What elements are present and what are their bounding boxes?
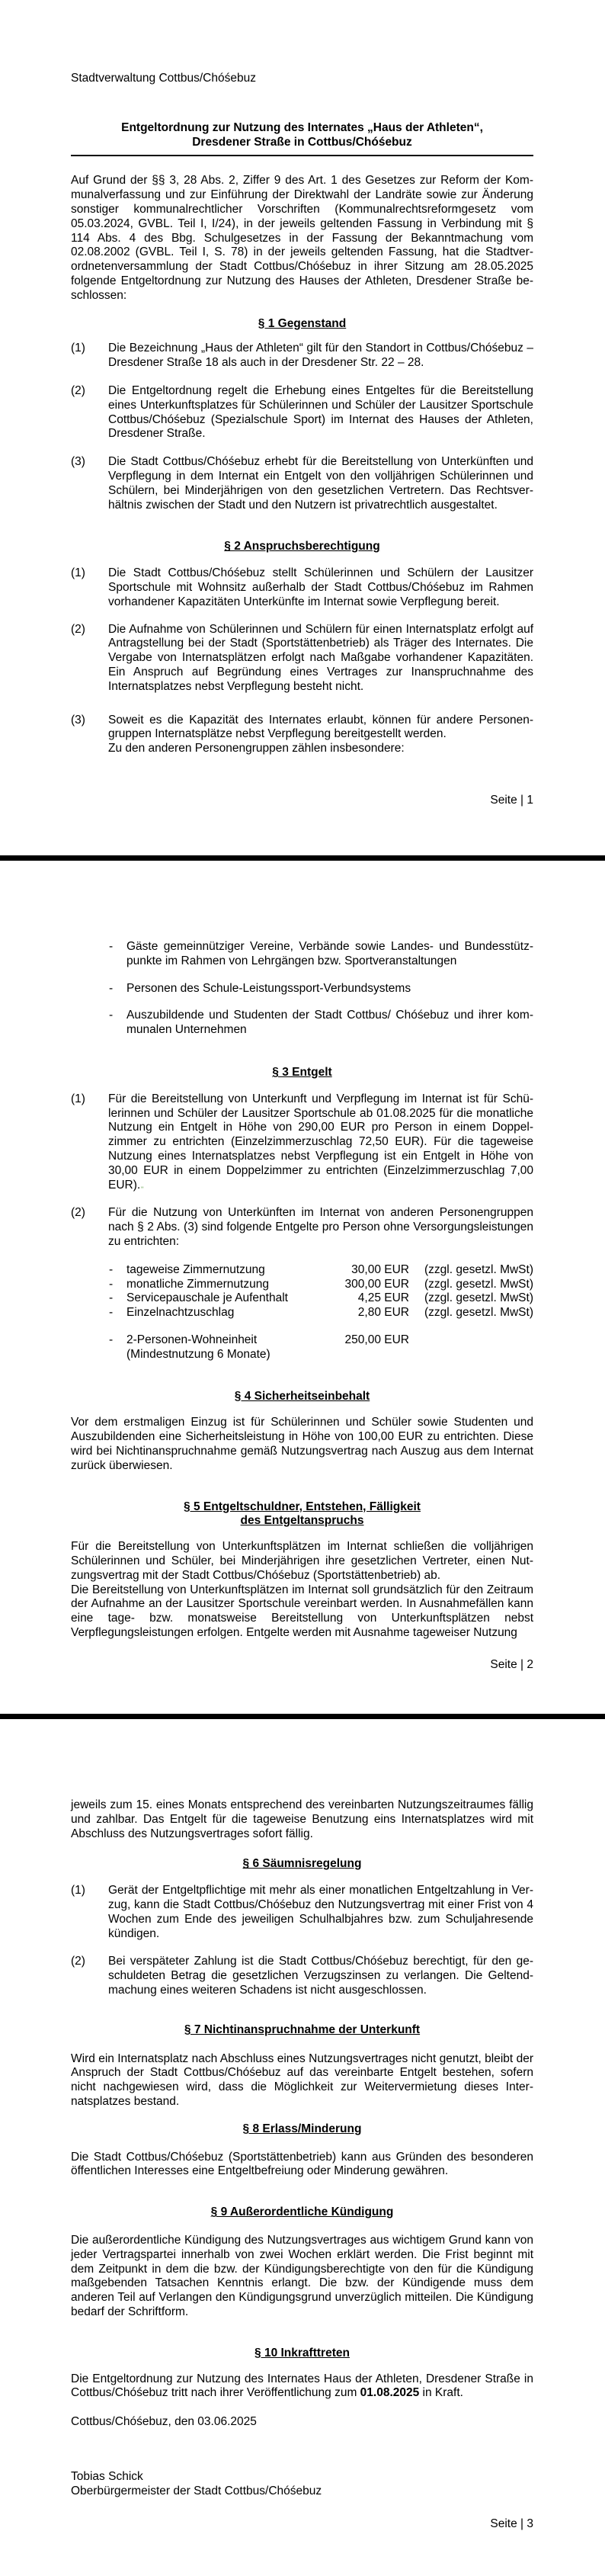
persongroup-bullet-1 (71, 940, 533, 969)
price-label: Servicepauschale je Aufenthalt (126, 1291, 288, 1305)
item-number: (1) (71, 1884, 85, 1898)
item-number: (2) (71, 383, 85, 397)
section-10-text-before: Die Entgeltordnung zur Nutzung des Internates Haus der Athleten, Dresdener Straße in Cottbus/Chóśebuz tritt nach ihrer Veröffentlichung zum (71, 2372, 533, 2400)
section-5-heading-line2: des Entgeltanspruchs (240, 1514, 364, 1528)
section-6-heading-text: § 6 Säumnisregelung (242, 1857, 362, 1871)
price-row-apartment (71, 1333, 533, 1362)
bullet-text: Gäste gemeinnütziger Vereine, Verbände sowie Landes- und Bundesstützpunkte im Rahmen von Lehrgängen bzw. Sportveranstaltungen (126, 940, 533, 967)
section-9-heading-text: § 9 Außerordentliche Kündigung (210, 2205, 394, 2219)
price-amount: 4,25 EUR (357, 1291, 409, 1305)
page-3-footer: Seite | 3 (490, 2517, 533, 2530)
price-label-line1: 2-Personen-Wohneinheit (126, 1333, 258, 1346)
item-number: (1) (71, 1092, 85, 1105)
item-number: (2) (71, 1206, 85, 1220)
section-10-heading-text: § 10 Inkrafttreten (254, 2346, 350, 2359)
bullet-dash: - (109, 1291, 114, 1305)
section-3-heading-text: § 3 Entgelt (272, 1065, 332, 1079)
section-4-paragraph: Vor dem erstmaligen Einzug ist für Schülerinnen und Schüler sowie Studenten und Auszubildenden eine Sicherheitsleistung in Höhe von 100,00 EUR zu entrichten. Diese wird bei Nichtinanspruchnahme gemäß Nutzungsvertrag nach Auszug aus dem Internat zurück überwiesen. (71, 1416, 533, 1472)
item-text: Die Aufnahme von Schülerinnen und Schülern für einen Internatsplatz erfolgt auf Antragstellung bei der Stadt (Sportstättenbetrieb) als Träger des Internates. Die Vergabe von Internatsplätzen erfolgt nach Maßgabe vorhandener Kapazitäten. Ein Anspruch auf Begründung eines Vertrages zur Inanspruchnahme des Internatsplatzes nebst Verpflegung besteht nicht. (108, 622, 533, 693)
place-date-line: Cottbus/Chóśebuz, den 03.06.2025 (71, 2415, 257, 2429)
preamble-paragraph: Auf Grund der §§ 3, 28 Abs. 2, Ziffer 9 des Art. 1 des Gesetzes zur Reform der Kommunalverfassung und zur Einführung der Direktwahl der Landräte sowie zur Änderung sonstiger kommunalrechtlicher Vorschriften (Kommunalrechtsreformgesetz vom 05.03.2024, GVBL. Teil I, I/24), in der jeweils geltenden Fassung in Verbindung mit § 114 Abs. 4 des Bbg. Schulgesetzes in der Fassung der Bekanntmachung vom 02.08.2002 (GVBL. Teil I, S. 78) in der jeweils geltenden Fassung, hat die Stadtverordnetenversammlung der Stadt Cottbus/Chóśebuz in ihrer Sitzung am 28.05.2025 folgende Entgeltordnung zur Nutzung des Hauses der Athleten, Dresdener Straße beschlossen: (71, 174, 533, 302)
document-title-line1: Entgeltordnung zur Nutzung des Internates „Haus der Athleten“, (121, 120, 483, 134)
price-row-singlenight (71, 1306, 533, 1320)
item-text: Gerät der Entgeltpflichtige mit mehr als einer monatlichen Entgeltzahlung in Verzug, kann die Stadt Cottbus/Chóśebuz den Nutzungsvertrag mit einer Frist von 4 Wochen zum Ende des jeweiligen Schulhalbjahres bzw. zum Schuljahresende kündigen. (108, 1884, 533, 1940)
formatting-mark: ₌ (140, 1182, 144, 1190)
bullet-dash: - (109, 981, 114, 995)
section-2-heading (71, 540, 533, 554)
item-text: Die Bezeichnung „Haus der Athleten“ gilt für den Standort in Cottbus/Chóśebuz – Dresdener Straße 18 als auch in der Dresdener Str. 22 – 28. (108, 342, 533, 370)
price-list (71, 1263, 533, 1362)
price-label: monatliche Zimmernutzung (126, 1277, 269, 1291)
price-label: Einzelnachtzuschlag (126, 1306, 235, 1320)
section-1-item-1 (71, 342, 533, 371)
page-separator (0, 1714, 605, 1719)
section-6-heading (71, 1857, 533, 1872)
price-amount: 2,80 EUR (357, 1306, 409, 1320)
section-2-heading-text: § 2 Anspruchsberechtigung (224, 540, 380, 553)
page-3 (0, 1719, 605, 2576)
effective-date: 01.08.2025 (360, 2386, 420, 2400)
section-3-item-1 (71, 1092, 533, 1194)
section-5-paragraph-1: Für die Bereitstellung von Unterkunftsplätzen im Internat schließen die volljährigen Schülerinnen und Schüler, bei Minderjährigen ihre gesetzlichen Vertreter, einen Nutzungsvertrag mit der Stadt Cottbus/Chóśebuz (Sportstättenbetrieb) ab. (71, 1540, 533, 1582)
bullet-text: Personen des Schule-Leistungssport-Verbundsystems (126, 981, 411, 995)
section-4-heading (71, 1390, 533, 1404)
page-2-footer: Seite | 2 (490, 1658, 533, 1671)
page-1-footer: Seite | 1 (490, 794, 533, 807)
section-4-heading-text: § 4 Sicherheitseinbehalt (234, 1389, 370, 1403)
item-text: Die Stadt Cottbus/Chóśebuz erhebt für die Bereitstellung von Unterkünften und Verpflegung in dem Internat ein Entgelt von den volljährigen Schülerinnen und Schülern, bei Minderjährigen von den gesetzlichen Vertretern. Das Rechtsverhältnis zwischen der Stadt und den Nutzern ist privatrechtlich ausgestaltet. (108, 455, 533, 512)
persongroup-bullet-2 (71, 982, 533, 996)
price-row-monthly (71, 1278, 533, 1292)
section-7-heading (71, 2023, 533, 2038)
document-title-line2: Dresdener Straße in Cottbus/Chóśebuz (192, 135, 412, 149)
price-label-line2: (Mindestnutzung 6 Monate) (126, 1347, 270, 1361)
section-8-heading (71, 2122, 533, 2137)
section-10-heading (71, 2347, 533, 2361)
section-8-heading-text: § 8 Erlass/Minderung (242, 2122, 362, 2135)
section-5-heading (71, 1500, 533, 1529)
item-text: Für die Bereitstellung von Unterkunft und Verpflegung im Internat ist für Schülerinnen und Schüler der Lausitzer Sportschule ab 01.08.2025 für die monatliche Nutzung ein Entgelt in Höhe von 290,00 EUR pro Person in einem Doppelzimmer zu entrichten (Einzelzimmerzuschlag 72,50 EUR). Für die tageweise Nutzung eines Internatsplatzes nebst Verpflegung ist ein Entgelt in Höhe von 30,00 EUR in einem Doppelzimmer zu entrichten (Einzelzimmerzuschlag 7,00 EUR). (108, 1092, 533, 1192)
item-text: Die Entgeltordnung regelt die Erhebung eines Entgeltes für die Bereitstellung eines Unterkunftsplatzes für Schülerinnen und Schüler der Lausitzer Sportschule Cottbus/Chóśebuz (Spezialschule Sport) im Internat des Hauses der Athleten, Dresdener Straße. (108, 383, 533, 441)
bullet-dash: - (109, 940, 114, 953)
section-8-paragraph: Die Stadt Cottbus/Chóśebuz (Sportstättenbetrieb) kann aus Gründen des besonderen öffentlichen Interesses eine Entgeltbefreiung oder Minderung gewähren. (71, 2150, 533, 2178)
section-9-heading (71, 2205, 533, 2220)
item-number: (1) (71, 342, 85, 355)
price-row-daily (71, 1263, 533, 1278)
section-9-paragraph: Die außerordentliche Kündigung des Nutzungsvertrages aus wichtigem Grund kann von jeder Vertragspartei innerhalb von zwei Wochen erklärt werden. Die Frist beginnt mit dem Zeitpunkt in dem die bzw. der Kündigungsberechtigte von den für die Kündigung maßgebenden Tatsachen Kenntnis erlangt. Die bzw. der Kündigende muss dem anderen Teil auf Verlangen den Kündigungsgrund unverzüglich mitteilen. Die Kündigung bedarf der Schriftform. (71, 2233, 533, 2318)
page-2 (0, 861, 605, 1714)
section-10-paragraph (71, 2372, 533, 2401)
section-6-item-1 (71, 1884, 533, 1941)
bullet-text: Auszubildende und Studenten der Stadt Cottbus/ Chóśebuz und ihrer kommunalen Unternehmen (126, 1009, 533, 1037)
section-7-paragraph: Wird ein Internatsplatz nach Abschluss eines Nutzungsvertrages nicht genutzt, bleibt der Anspruch der Stadt Cottbus/Chóśebuz auf das vereinbarte Entgelt bestehen, sofern nicht nachgewiesen wird, dass die Möglichkeit zur Weitervermietung dieses Internatsplatzes bestand. (71, 2051, 533, 2108)
bullet-dash: - (109, 1277, 114, 1291)
document-header: Stadtverwaltung Cottbus/Chóśebuz (71, 72, 256, 85)
section-3-item-2 (71, 1206, 533, 1249)
price-vat-note: (zzgl. gesetzl. MwSt) (424, 1291, 533, 1305)
item-number: (3) (71, 713, 85, 727)
bullet-dash: - (109, 1009, 114, 1022)
bullet-dash: - (109, 1262, 114, 1276)
page-separator (0, 855, 605, 861)
price-label (126, 1333, 318, 1362)
price-vat-note: (zzgl. gesetzl. MwSt) (424, 1277, 533, 1291)
price-row-service (71, 1291, 533, 1306)
signature-name: Tobias Schick (71, 2469, 143, 2483)
section-1-item-2 (71, 384, 533, 441)
item-text: Für die Nutzung von Unterkünften im Internat von anderen Personengruppen nach § 2 Abs. (3) sind folgende Entgelte pro Person ohne Versorgungsleistungen zu entrichten: (108, 1206, 533, 1248)
document-title (71, 121, 533, 150)
item-number: (3) (71, 455, 85, 469)
item-text: Soweit es die Kapazität des Internates erlaubt, können für andere Personengruppen Internatsplätze nebst Verpflegung bereitgestellt werden. (108, 713, 533, 741)
section-2-item-1 (71, 566, 533, 609)
section-5-continuation-paragraph: jeweils zum 15. eines Monats entsprechend des vereinbarten Nutzungszeitraumes fällig und zahlbar. Das Entgelt für die tageweise Benutzung eins Internatsplatzes wird mit Abschluss des Nutzungsvertrages sofort fällig. (71, 1798, 533, 1840)
item-number: (2) (71, 1955, 85, 1968)
section-5-heading-line1: § 5 Entgeltschuldner, Entstehen, Fälligkeit (184, 1500, 421, 1513)
section-1-heading (71, 317, 533, 332)
item-text-line2: Zu den anderen Personengruppen zählen insbesondere: (108, 742, 405, 755)
page-1 (0, 0, 605, 855)
section-2-item-2 (71, 623, 533, 695)
bullet-dash: - (109, 1333, 114, 1346)
section-2-item-3 (71, 714, 533, 756)
item-text: Die Stadt Cottbus/Chóśebuz stellt Schülerinnen und Schülern der Lausitzer Sportschule mit Wohnsitz außerhalb der Stadt Cottbus/Chóśebuz im Rahmen vorhandener Kapazitäten Unterkünfte im Internat sowie Verpflegung bereit. (108, 566, 533, 608)
section-3-heading (71, 1066, 533, 1080)
section-6-item-2 (71, 1955, 533, 1997)
section-10-text-after: in Kraft. (419, 2386, 463, 2400)
signature-title: Oberbürgermeister der Stadt Cottbus/Chóśebuz (71, 2484, 322, 2497)
item-text: Bei verspäteter Zahlung ist die Stadt Cottbus/Chóśebuz berechtigt, für den geschuldeten Betrag die gesetzlichen Verzugszinsen zu verlangen. Die Geltendmachung eines weiteren Schadens ist nicht ausgeschlossen. (108, 1955, 533, 1997)
price-amount: 30,00 EUR (351, 1262, 409, 1276)
item-number: (2) (71, 622, 85, 636)
price-amount: 300,00 EUR (344, 1277, 409, 1291)
section-1-item-3 (71, 455, 533, 512)
section-5-paragraph-2: Die Bereitstellung von Unterkunftsplätzen im Internat soll grundsätzlich für den Zeitraum der Aufnahme an der Lausitzer Sportschule vereinbart werden. In Ausnahmefällen kann eine tage- bzw. monatsweise Bereitstellung von Unterkunftsplätzen nebst Verpflegungsleistungen erfolgen. Entgelte werden mit Ausnahme tageweiser Nutzung (71, 1583, 533, 1639)
price-label: tageweise Zimmernutzung (126, 1262, 265, 1276)
title-rule (71, 155, 533, 156)
item-number: (1) (71, 566, 85, 580)
price-vat-note: (zzgl. gesetzl. MwSt) (424, 1306, 533, 1320)
persongroup-bullet-3 (71, 1009, 533, 1038)
section-7-heading-text: § 7 Nichtinanspruchnahme der Unterkunft (184, 2023, 421, 2036)
bullet-dash: - (109, 1306, 114, 1320)
price-vat-note: (zzgl. gesetzl. MwSt) (424, 1262, 533, 1276)
price-amount: 250,00 EUR (344, 1333, 409, 1346)
section-1-heading-text: § 1 Gegenstand (258, 316, 347, 330)
